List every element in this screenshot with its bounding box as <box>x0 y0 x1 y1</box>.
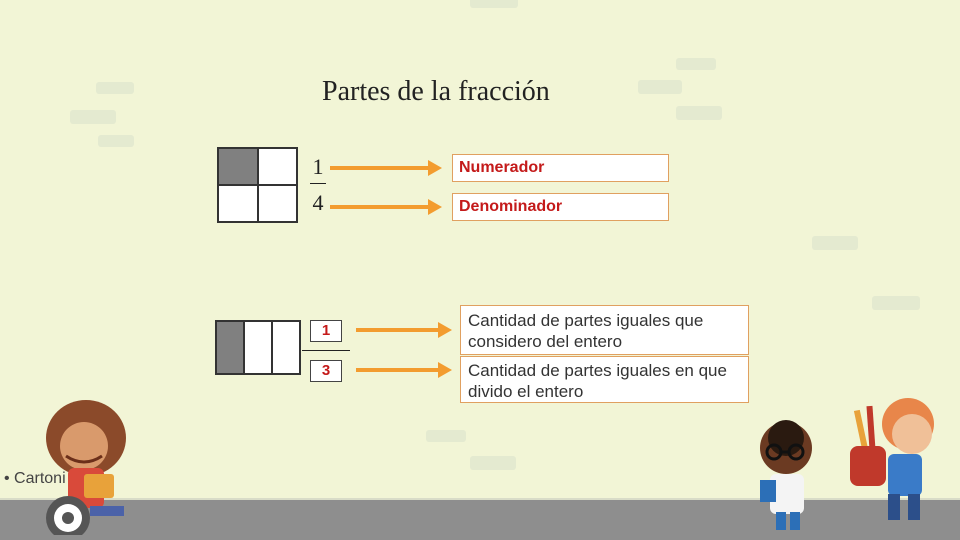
boy-backpack-illustration <box>838 390 948 530</box>
numerator-box: 1 <box>310 320 342 342</box>
background-brick <box>470 456 516 470</box>
arrow-to-denominator-label <box>330 205 430 209</box>
background-brick <box>676 106 722 120</box>
background-brick <box>872 296 920 310</box>
numerator-description: Cantidad de partes iguales que considero del entero <box>460 305 749 355</box>
arrow-to-denominator-description <box>356 368 440 372</box>
fraction-numerator: 1 <box>312 154 324 179</box>
background-brick <box>426 430 466 442</box>
denominator-box: 3 <box>310 360 342 382</box>
slide-title: Partes de la fracción <box>322 76 550 107</box>
background-brick <box>812 236 858 250</box>
numerator-label: Numerador <box>452 154 669 182</box>
grid-cell <box>259 186 297 221</box>
bullet-text: • Cartoni <box>4 470 66 487</box>
fraction-bar <box>310 183 326 184</box>
grid-cell <box>245 322 271 373</box>
arrow-to-numerator-label <box>330 166 430 170</box>
background-brick <box>98 135 134 147</box>
girl-wheelchair-illustration <box>0 400 140 535</box>
grid-cell-shaded <box>219 149 257 184</box>
fraction-grid-thirds <box>215 320 301 375</box>
background-brick <box>676 58 716 70</box>
denominator-description: Cantidad de partes iguales en que divido el entero <box>460 356 749 403</box>
grid-cell <box>219 186 257 221</box>
background-brick <box>638 80 682 94</box>
background-brick <box>470 0 518 8</box>
background-brick <box>70 110 116 124</box>
fraction-grid-quarters <box>217 147 298 223</box>
arrow-to-numerator-description <box>356 328 440 332</box>
fraction-denominator: 4 <box>312 190 324 215</box>
grid-cell <box>259 149 297 184</box>
background-brick <box>96 82 134 94</box>
boy-glasses-illustration <box>750 412 820 532</box>
grid-cell <box>273 322 299 373</box>
fraction-bar <box>302 350 350 351</box>
denominator-label: Denominador <box>452 193 669 221</box>
grid-cell-shaded <box>217 322 243 373</box>
